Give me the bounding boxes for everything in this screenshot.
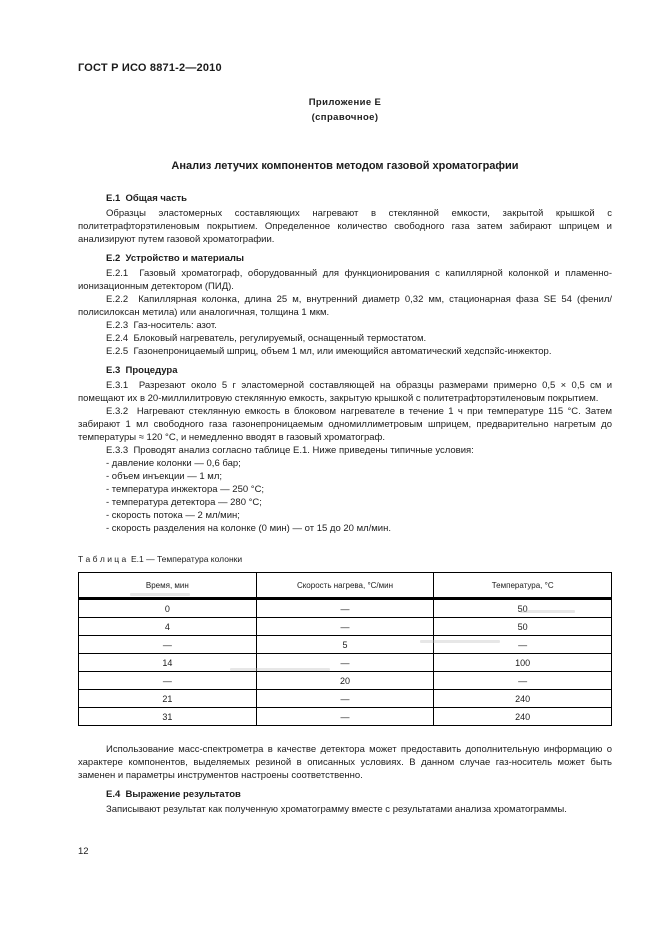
table-header-temperature: Температура, °С — [434, 573, 612, 599]
table-cell: — — [256, 599, 434, 618]
table-cell: 31 — [79, 708, 257, 726]
paragraph-e2-2: Е.2.2 Капиллярная колонка, длина 25 м, внутренний диаметр 0,32 мм, стационарная фаза SE 54 (фенил/полисилоксан метила) или аналогичная, толщина 1 мкм. — [78, 294, 612, 318]
table-cell: 20 — [256, 672, 434, 690]
list-item-separation-rate: - скорость разделения на колонке (0 мин) — от 15 до 20 мл/мин. — [106, 523, 392, 534]
list-item-injection-volume: - объем инъекции — 1 мл; — [106, 471, 223, 482]
table-row — [79, 708, 612, 726]
annex-label: Приложение Е — [308, 97, 382, 108]
paragraph-e1: Образцы эластомерных составляющих нагревают в стеклянной емкости, закрытой крышкой с политетрафторэтиленовым покрытием. Определенное количество свободного газа затем забирают шприцем и анализируют путем газовой хроматографии. — [78, 208, 612, 245]
table-cell: 50 — [434, 618, 612, 636]
paragraph-e2-1: Е.2.1 Газовый хроматограф, оборудованный для функционирования с капиллярной колонкой и пламенно-ионизационным детектором (ПИД). — [78, 268, 612, 292]
table-cell: 50 — [434, 599, 612, 618]
paragraph-e3-3: Е.3.3 Проводят анализ согласно таблице Е.1. Ниже приведены типичные условия: — [106, 445, 474, 456]
table-row — [79, 636, 612, 654]
scan-artifact — [130, 593, 190, 596]
table-cell: 240 — [434, 708, 612, 726]
paragraph-e2-4: Е.2.4 Блоковый нагреватель, регулируемый, оснащенный термостатом. — [106, 333, 427, 344]
table-header-time: Время, мин — [79, 573, 257, 599]
scan-artifact — [520, 610, 575, 613]
document-title: Анализ летучих компонентов методом газовой хроматографии — [171, 160, 519, 172]
paragraph-e3-2: Е.3.2 Нагревают стеклянную емкость в блоковом нагревателе в течение 1 ч при температуре 115 °С. Затем забирают 1 мл свободного газа газонепроницаемым одномиллиметровым шприцем, предварительно нагретым до температуры ≈ 120 °С, и немедленно вводят в газовый хроматограф. — [78, 406, 612, 443]
note-paragraph: Использование масс-спектрометра в качестве детектора может предоставить дополнительную информацию о характере компонентов, выделяемых резиной в описанных условиях. В данном случае газ-носитель может быть заменен и параметры инструментов настроены соответственно. — [78, 744, 612, 781]
doc-code: ГОСТ Р ИСО 8871-2—2010 — [78, 62, 222, 74]
annex-block — [78, 95, 612, 125]
table-row — [79, 690, 612, 708]
table-cell: — — [256, 618, 434, 636]
table-cell: — — [256, 654, 434, 672]
table-header-heating-rate: Скорость нагрева, °С/мин — [256, 573, 434, 599]
table-cell: — — [434, 636, 612, 654]
paragraph-e2-5: Е.2.5 Газонепроницаемый шприц, объем 1 мл, или имеющийся автоматический хедспэйс-инжектор. — [106, 346, 552, 357]
table-cell: 0 — [79, 599, 257, 618]
table-cell: 100 — [434, 654, 612, 672]
table-cell: — — [79, 636, 257, 654]
table-cell: 240 — [434, 690, 612, 708]
table-cell: — — [256, 690, 434, 708]
page-number: 12 — [78, 846, 89, 857]
table-row — [79, 618, 612, 636]
section-heading-e2: Е.2 Устройство и материалы — [106, 253, 245, 264]
list-item-flow-rate: - скорость потока — 2 мл/мин; — [106, 510, 240, 521]
paragraph-e4: Записывают результат как полученную хроматограмму вместе с результатами анализа хроматограммы. — [106, 804, 567, 815]
table-row — [79, 599, 612, 618]
paragraph-e2-3: Е.2.3 Газ-носитель: азот. — [106, 320, 217, 331]
table-row — [79, 672, 612, 690]
table-cell: 4 — [79, 618, 257, 636]
table-cell: 5 — [256, 636, 434, 654]
section-heading-e1: Е.1 Общая часть — [106, 193, 187, 204]
list-item-injector-temp: - температура инжектора — 250 °С; — [106, 484, 265, 495]
table-cell: — — [434, 672, 612, 690]
scan-artifact — [420, 640, 500, 643]
paragraph-e3-1: Е.3.1 Разрезают около 5 г эластомерной составляющей на образцы размерами примерно 0,5 × 0,5 см и помещают их в 20-миллилитровую стеклянную емкость, закрытую крышкой с политетрафторэтиленовым покрытием. — [78, 380, 612, 404]
section-heading-e3: Е.3 Процедура — [106, 365, 178, 376]
table-row — [79, 654, 612, 672]
list-item-pressure: - давление колонки — 0,6 бар; — [106, 458, 241, 469]
table-cell: 21 — [79, 690, 257, 708]
page-content — [78, 62, 612, 816]
table-cell: 14 — [79, 654, 257, 672]
table-cell: — — [79, 672, 257, 690]
scan-artifact — [230, 668, 330, 671]
table-caption: Т а б л и ц а Е.1 — Температура колонки — [78, 554, 243, 564]
list-item-detector-temp: - температура детектора — 280 °С; — [106, 497, 262, 508]
table-cell: — — [256, 708, 434, 726]
annex-kind: (справочное) — [311, 112, 379, 123]
section-heading-e4: Е.4 Выражение результатов — [106, 789, 241, 800]
conditions-list — [106, 457, 612, 535]
